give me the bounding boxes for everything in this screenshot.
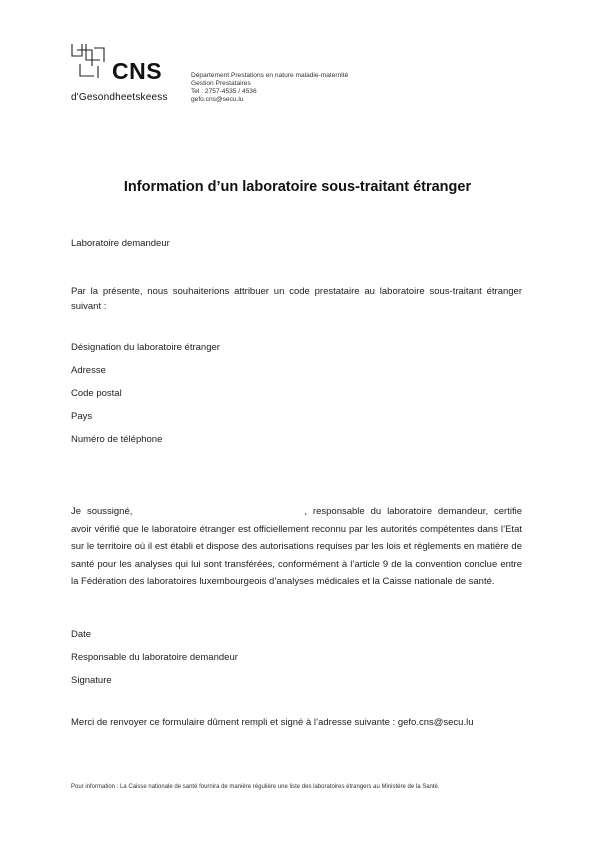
declaration-start: Je soussigné,: [71, 506, 133, 517]
field-address: Adresse: [71, 365, 106, 376]
department-line: Département Prestations en nature maladie-maternité: [191, 72, 349, 79]
field-date: Date: [71, 629, 92, 640]
field-phone: Numéro de téléphone: [71, 434, 163, 445]
declaration-rest: , responsable du laboratoire demandeur, certifie avoir vérifié que le laboratoire étranger est officiellement reconnu par les autorités compétentes dans l’Etat sur le territoire où il est établi et dispose des autorisations requises par les lois et règlements en matière de santé pour les analyses qui lui sont transférées, conformément à l’article 9 de la convention conclue entre la Fédération des laboratoires luxembourgeois d’analyses médicales et la Caisse nationale de santé.: [71, 506, 522, 587]
department-email[interactable]: gefo.cns@secu.lu: [191, 96, 244, 103]
declaration-paragraph: [71, 503, 522, 591]
intro-paragraph: Par la présente, nous souhaiterions attribuer un code prestataire au laboratoire sous-traitant étranger suivant :: [71, 286, 522, 312]
page-title: Information d’un laboratoire sous-traitant étranger: [123, 179, 472, 195]
return-note: Merci de renvoyer ce formulaire dûment rempli et signé à l’adresse suivante : gefo.cns@secu.lu: [71, 717, 474, 728]
department-phone: Tel : 2757-4535 / 4536: [191, 88, 257, 95]
field-lab-designation: Désignation du laboratoire étranger: [71, 342, 220, 353]
field-lab-manager: Responsable du laboratoire demandeur: [71, 652, 238, 663]
logo-tagline: d'Gesondheetskeess: [71, 92, 168, 103]
field-postal-code: Code postal: [71, 388, 122, 399]
requesting-lab-label: Laboratoire demandeur: [71, 238, 170, 249]
logo-name: CNS: [112, 58, 163, 84]
footer-note: Pour information : La Caisse nationale de santé fournira de manière régulière une liste des laboratoires étrangers au Ministère de la Santé.: [71, 784, 440, 790]
department-block: [191, 72, 348, 104]
department-line: Gestion Prestataires: [191, 80, 251, 87]
field-signature: Signature: [71, 675, 112, 686]
cns-logo-mark-icon: [70, 42, 106, 80]
field-country: Pays: [71, 411, 93, 422]
